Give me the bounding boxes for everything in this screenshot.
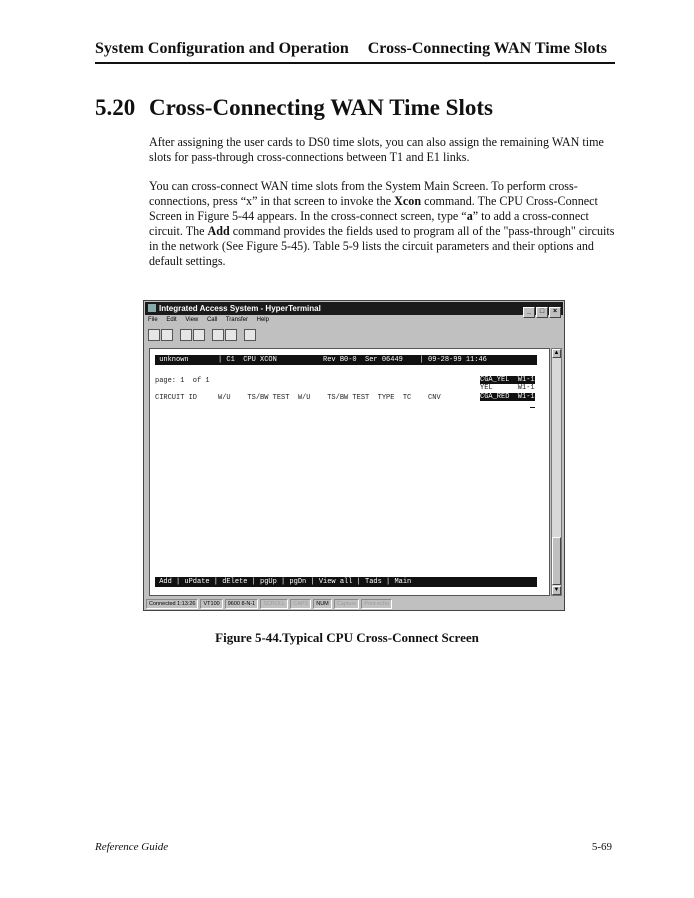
new-icon[interactable]: [148, 329, 160, 341]
window-controls: [522, 304, 561, 318]
receive-icon[interactable]: [225, 329, 237, 341]
paragraph-procedure: [149, 179, 615, 269]
footer-doc-title: Reference Guide: [95, 841, 169, 853]
capture-indicator: Capture: [334, 599, 360, 609]
menu-call[interactable]: Call: [206, 317, 218, 323]
num-indicator: NUM: [313, 599, 332, 609]
open-icon[interactable]: [161, 329, 173, 341]
section-title: Cross-Connecting WAN Time Slots: [149, 95, 493, 120]
page-number: 5-69: [591, 841, 612, 853]
print-echo-indicator: Print echo: [361, 599, 392, 609]
window-statusbar: [146, 599, 562, 609]
scroll-thumb[interactable]: [552, 537, 561, 585]
connect-icon[interactable]: [180, 329, 192, 341]
text-run-bold: Xcon: [394, 194, 422, 208]
text-run: command provides the fields used to program all of the "pass-through" circuits in the network (See Figure 5-45). Table 5-9 lists the circuit parameters and their options and default settings.: [149, 224, 615, 268]
scroll-indicator: SCROLL: [260, 599, 288, 609]
menu-view[interactable]: View: [185, 317, 199, 323]
running-header: [95, 40, 615, 64]
vertical-scrollbar[interactable]: [551, 348, 562, 596]
connection-time: Connected 1:13:26: [146, 599, 198, 609]
hyperterminal-window-figure: [143, 300, 565, 611]
minimize-button[interactable]: _: [523, 307, 535, 318]
text-run-bold: a: [466, 209, 473, 223]
maximize-button[interactable]: □: [536, 307, 548, 318]
emulation: VT100: [200, 599, 222, 609]
menu-file[interactable]: File: [148, 317, 158, 323]
menu-transfer[interactable]: Transfer: [225, 317, 248, 323]
text-run: ” to add a cross-connect circuit. The: [149, 209, 589, 238]
alarm-badge: YEL W1-1: [480, 384, 535, 392]
app-icon: [148, 304, 156, 312]
terminal-screen[interactable]: [149, 348, 550, 596]
caps-indicator: CAPS: [290, 599, 311, 609]
text-run-bold: Add: [207, 224, 230, 238]
send-icon[interactable]: [212, 329, 224, 341]
scroll-up-arrow-icon[interactable]: ▲: [553, 350, 560, 356]
close-button[interactable]: ×: [549, 307, 561, 318]
column-headers: CIRCUIT ID W/U TS/BW TEST W/U TS/BW TEST TYPE TC CNV: [155, 394, 441, 402]
terminal-status-line: unknown | C1 CPU XCON Rev B0-0 Ser 06449 | 09-28-99 11:46: [155, 355, 537, 365]
command-bar[interactable]: Add | uPdate | dElete | pgUp | pgDn | View all | Tads | Main: [155, 577, 537, 587]
scroll-down-arrow-icon[interactable]: ▼: [553, 587, 560, 593]
text-run: command. The CPU Cross-Connect Screen in Figure 5-44 appears. In the cross-connect screen, type “: [149, 194, 598, 223]
window-titlebar: [145, 302, 563, 315]
text-run: You can cross-connect WAN time slots from the System Main Screen. To perform cross-connections, press “x” in that screen to invoke the: [149, 179, 578, 208]
section-heading: [95, 95, 493, 121]
alarm-badge: CGA_RED W1-1: [480, 393, 535, 401]
port-settings: 9600 8-N-1: [225, 599, 259, 609]
toolbar: [148, 329, 257, 343]
page-indicator: page: 1 of 1: [155, 377, 210, 385]
alarm-badge: CGA_YEL W1-1: [480, 376, 535, 384]
paragraph-intro: After assigning the user cards to DS0 time slots, you can also assign the remaining WAN time slots for pass-through cross-connections between T1 and E1 links.: [149, 135, 604, 164]
text-cursor: [530, 407, 535, 408]
header-chapter-title: System Configuration and Operation: [95, 40, 349, 57]
menu-help[interactable]: Help: [256, 317, 269, 323]
menu-bar: [148, 317, 276, 323]
disconnect-icon[interactable]: [193, 329, 205, 341]
figure-caption: Figure 5-44.Typical CPU Cross-Connect Screen: [215, 630, 479, 645]
properties-icon[interactable]: [244, 329, 256, 341]
menu-edit[interactable]: Edit: [166, 317, 177, 323]
window-title: Integrated Access System - HyperTerminal: [159, 304, 321, 313]
section-number: 5.20: [95, 95, 136, 120]
header-section-title: Cross-Connecting WAN Time Slots: [367, 40, 607, 57]
